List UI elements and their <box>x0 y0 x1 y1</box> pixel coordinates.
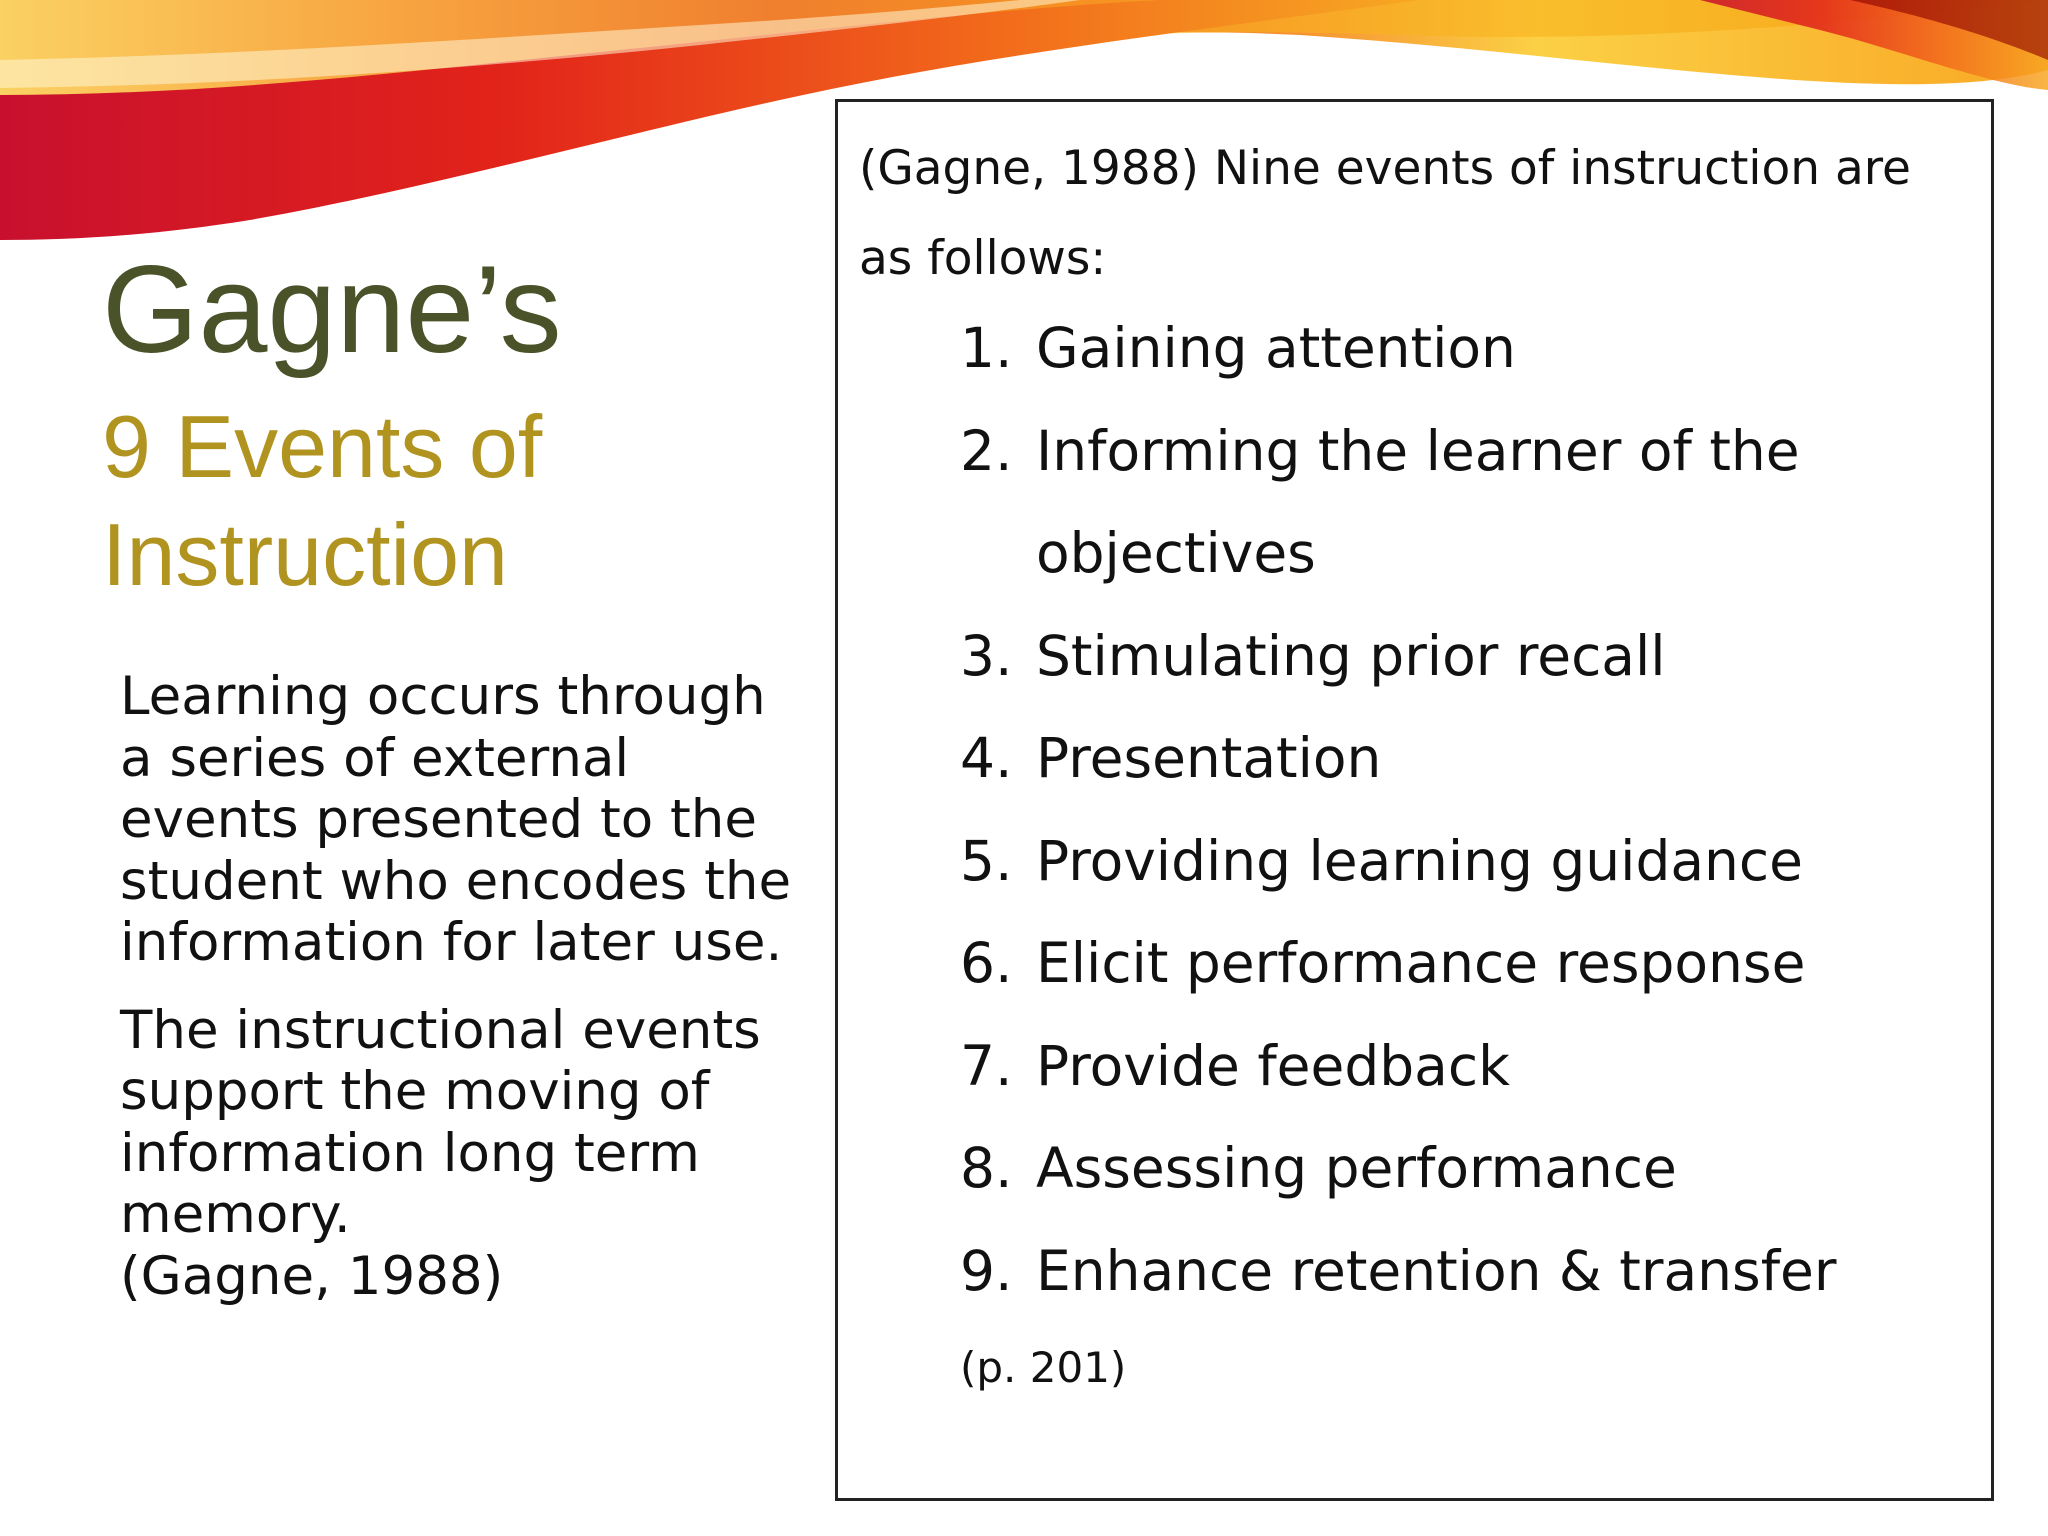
event-text: Enhance retention & transfer <box>1036 1238 1837 1303</box>
list-item <box>960 400 1960 605</box>
events-box <box>835 99 1994 1501</box>
list-item <box>960 707 1960 810</box>
event-text: Gaining attention <box>1036 316 1516 380</box>
event-text: Stimulating prior recall <box>1036 623 1666 688</box>
slide-subtitle: 9 Events of Instruction <box>102 397 543 604</box>
event-number: 7. <box>960 1033 1013 1098</box>
body-paragraph-with-citation <box>120 1000 800 1308</box>
body-citation: (Gagne, 1988) <box>120 1245 504 1307</box>
body-paragraph: The instructional events support the moving of information long term memory. <box>120 999 761 1245</box>
events-list <box>960 297 1960 1322</box>
list-item <box>960 810 1960 913</box>
event-number: 1. <box>960 316 1013 380</box>
events-intro: (Gagne, 1988) Nine events of instruction are as follows: <box>859 141 1911 286</box>
event-number: 2. <box>960 418 1013 483</box>
slide-title: Gagne’s <box>102 241 562 379</box>
list-item <box>960 605 1960 708</box>
event-text: Informing the learner of the objectives <box>1036 418 1800 585</box>
list-item <box>960 1117 1960 1220</box>
event-number: 8. <box>960 1136 1013 1200</box>
event-number: 4. <box>960 726 1013 790</box>
event-number: 3. <box>960 623 1013 688</box>
event-text: Presentation <box>1036 726 1382 790</box>
list-item <box>960 1015 1960 1118</box>
list-item <box>960 1220 1960 1323</box>
body-paragraph: Learning occurs through a series of external events presented to the student who encodes the information for later use. <box>120 666 792 973</box>
list-item <box>960 912 1960 1015</box>
list-item <box>960 297 1960 400</box>
event-text: Provide feedback <box>1036 1033 1510 1098</box>
event-text: Providing learning guidance <box>1036 828 1803 893</box>
event-number: 5. <box>960 828 1013 893</box>
page-reference: (p. 201) <box>960 1343 1127 1392</box>
event-number: 9. <box>960 1238 1013 1303</box>
event-number: 6. <box>960 931 1013 995</box>
event-text: Assessing performance <box>1036 1136 1677 1200</box>
left-body-text <box>120 666 800 1333</box>
event-text: Elicit performance response <box>1036 931 1806 995</box>
